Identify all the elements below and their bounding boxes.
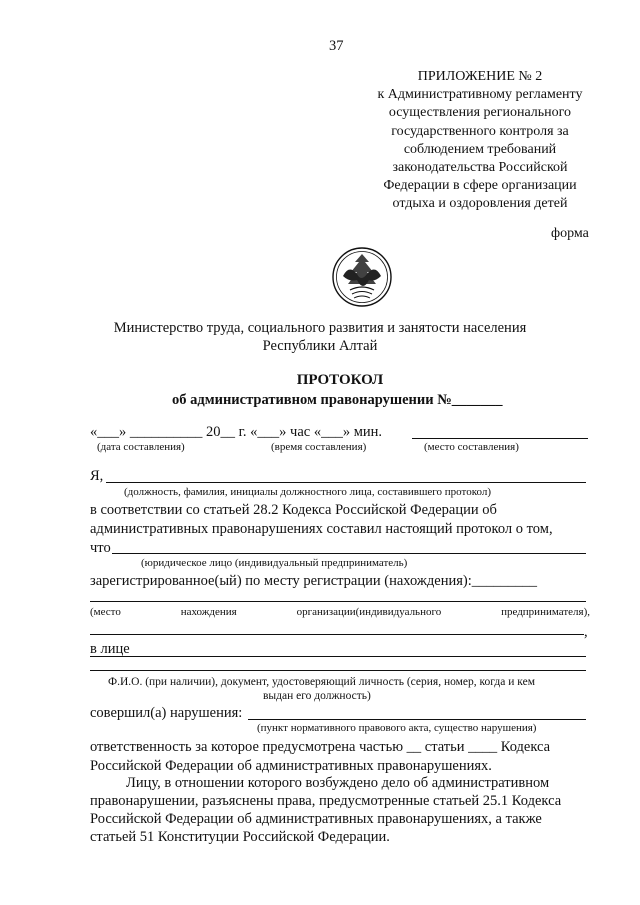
date-time-row: «___» __________ 20__ г. «___» час «___» мин.: [90, 424, 383, 440]
comma-mark: ,: [584, 624, 588, 640]
page-number: 37: [329, 38, 344, 54]
rights-line4: статьей 51 Конституции Российской Федерации.: [90, 829, 390, 845]
responsibility-line1: ответственность за которое предусмотрена частью __ статьи ____ Кодекса: [90, 739, 551, 755]
official-hint: (должность, фамилия, инициалы должностного лица, составившего протокол): [124, 486, 491, 498]
location-hint-part: предпринимателя),: [501, 606, 590, 618]
protocol-subtitle: об административном правонарушении №_______: [172, 392, 503, 408]
appendix-line: законодательства Российской: [392, 160, 568, 176]
form-label: форма: [551, 226, 589, 241]
violation-hint: (пункт нормативного правового акта, существо нарушения): [257, 722, 537, 734]
ya-label: Я,: [90, 468, 104, 484]
protocol-title: ПРОТОКОЛ: [296, 372, 384, 388]
ministry-name-line1: Министерство труда, социального развития и занятости населения: [113, 320, 527, 336]
body-line: что: [90, 540, 111, 556]
appendix-line: к Административному регламенту: [377, 87, 583, 103]
coat-of-arms-emblem: [323, 246, 401, 308]
in-person-line: [90, 656, 586, 657]
location-fill-line: [90, 634, 584, 635]
location-hint-part: (место: [90, 606, 121, 618]
what-line: [112, 553, 586, 554]
appendix-line: Федерации в сфере организации: [383, 178, 577, 194]
appendix-line: отдыха и оздоровления детей: [392, 196, 568, 212]
entity-hint: (юридическое лицо (индивидуальный предприниматель): [141, 557, 408, 569]
location-hint-part: нахождения: [180, 606, 237, 618]
rights-line3: Российской Федерации об административных правонарушениях, а также: [90, 811, 542, 827]
appendix-line: соблюдением требований: [403, 141, 557, 157]
body-line: административных правонарушениях составил настоящий протокол о том,: [90, 521, 553, 537]
appendix-title: ПРИЛОЖЕНИЕ № 2: [417, 69, 543, 84]
body-line: в соответствии со статьей 28.2 Кодекса Российской Федерации об: [90, 502, 497, 518]
location-hint: [90, 606, 590, 618]
appendix-line: государственного контроля за: [391, 123, 569, 139]
date-hint: (дата составления): [97, 441, 185, 453]
registered-fill-line: [90, 601, 586, 602]
time-hint: (время составления): [271, 441, 367, 453]
fio-hint-line1: Ф.И.О. (при наличии), документ, удостоверяющий личность (серия, номер, когда и кем: [108, 676, 535, 688]
place-hint: (место составления): [424, 441, 519, 453]
fio-hint-line2: выдан его должность): [263, 690, 371, 702]
ministry-name-line2: Республики Алтай: [262, 338, 378, 354]
rights-line2: правонарушении, разъяснены права, предусмотренные статьей 25.1 Кодекса: [90, 793, 562, 809]
location-hint-part: организации(индивидуального: [296, 606, 442, 618]
violation-label: совершил(а) нарушения:: [90, 705, 243, 721]
responsibility-line2: Российской Федерации об административных правонарушениях.: [90, 758, 492, 774]
rights-line1: Лицу, в отношении которого возбуждено дело об административном: [126, 775, 550, 791]
in-person-label: в лице: [90, 641, 130, 657]
official-line: [106, 482, 586, 483]
appendix-line: осуществления регионального: [388, 105, 572, 121]
violation-line: [248, 719, 586, 720]
appendix-block: [360, 68, 600, 214]
in-person-line-2: [90, 670, 586, 671]
place-line: [412, 438, 588, 439]
registered-line: зарегистрированное(ый) по месту регистрации (нахождения):_________: [90, 573, 538, 589]
